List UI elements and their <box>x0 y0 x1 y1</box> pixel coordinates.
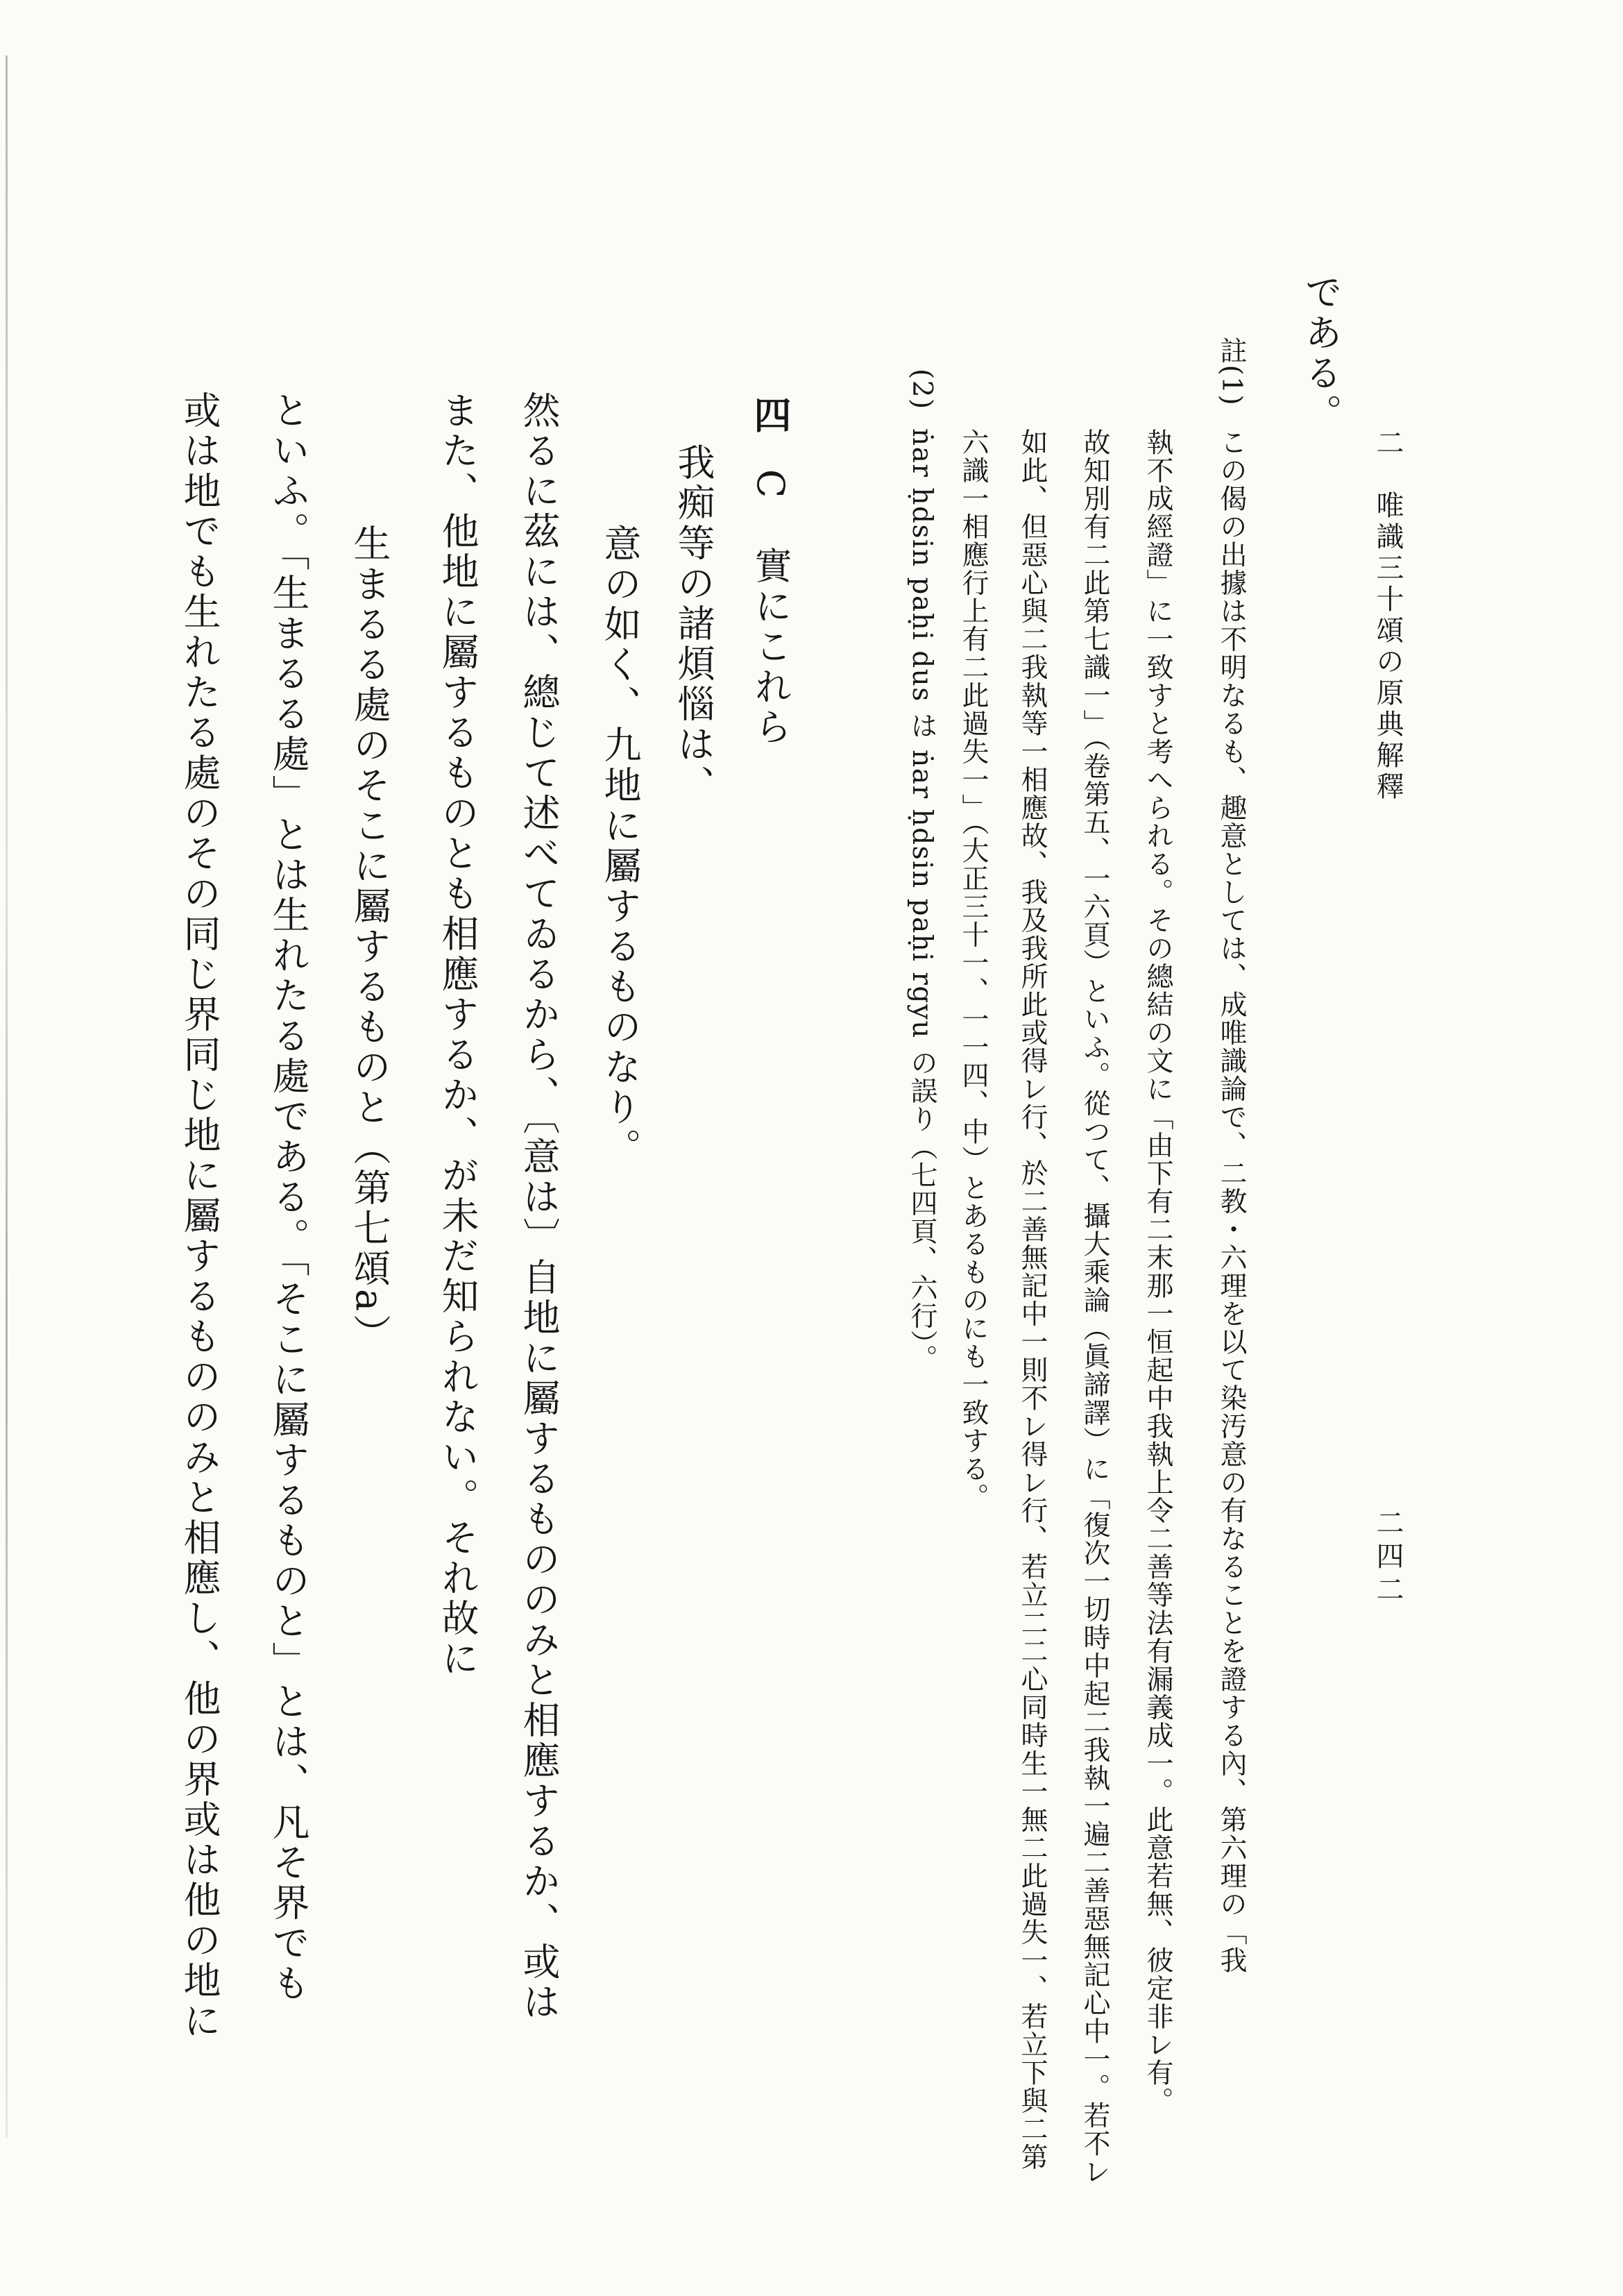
note-1-line: 六識一相應行上有二此過失一」（大正三十一、一一四、中）とあるものにも一致する。 <box>958 428 989 1511</box>
scan-edge <box>6 56 8 2138</box>
note-2-line: ṅar ḥdsin paḥi dus は ṅar ḥdsin paḥi rgyu の誤り（七四頁、六行）。 <box>906 428 937 1373</box>
running-head: 二 唯識三十頌の原典解釋 <box>1372 428 1404 803</box>
verse-number: 四 <box>748 396 792 436</box>
note-1-label: 註(1) <box>1216 337 1247 407</box>
commentary-verse-quote: 生まるる處のそこに屬するものと（第七頌a） <box>348 524 391 1355</box>
note-1-line: 故知別有二此第七識一」（卷第五、一六頁）といふ。從つて、攝大乘論（眞諦譯）に「復次一切時中起二我執一遍二善惡無記心中一。若不レ <box>1079 428 1110 2186</box>
commentary-line: 然るに茲には、總じて述べてゐるから、〔意は〕自地に屬するもののみと相應するか、或は <box>517 391 561 2023</box>
commentary-line: また、他地に屬するものとも相應するか、が未だ知られない。それ故に <box>436 391 479 1679</box>
commentary-line: といふ。「生まるる處」とは生れたる處である。「そこに屬するものと」とは、凡そ界でも <box>266 391 310 2004</box>
verse-line: 實にこれら <box>749 546 792 748</box>
note-1-line: この偈の出據は不明なるも、趣意としては、成唯識論で、二教・六理を以て染汚意の有なることを證する內、第六理の「我 <box>1216 428 1247 1975</box>
note-1-line: 如此、但惡心與二我執等一相應故、我及我所此或得レ行、於二善無記中一則不レ得レ行、若立二二心同時生一無二此過失一、若立下與二第 <box>1017 428 1048 2171</box>
continuation-text: である。 <box>1299 273 1343 434</box>
page-number: 二四二 <box>1372 1508 1404 1608</box>
verse-line: 意の如く、九地に屬するものなり。 <box>598 524 642 1168</box>
verse-line: 我痴等の諸煩惱は、 <box>672 443 715 805</box>
commentary-line: 或は地でも生れたる處のその同じ界同じ地に屬するもののみと相應し、他の界或は他の地に <box>178 391 221 2041</box>
verse-letter: C <box>749 469 792 501</box>
note-1-line: 執不成經證」に一致すと考へられる。その總結の文に「由下有二末那一恒起中我執上令二善等法有漏義成一。此意若無、彼定非レ有。 <box>1142 428 1173 2115</box>
note-2-label: (2) <box>906 369 937 410</box>
